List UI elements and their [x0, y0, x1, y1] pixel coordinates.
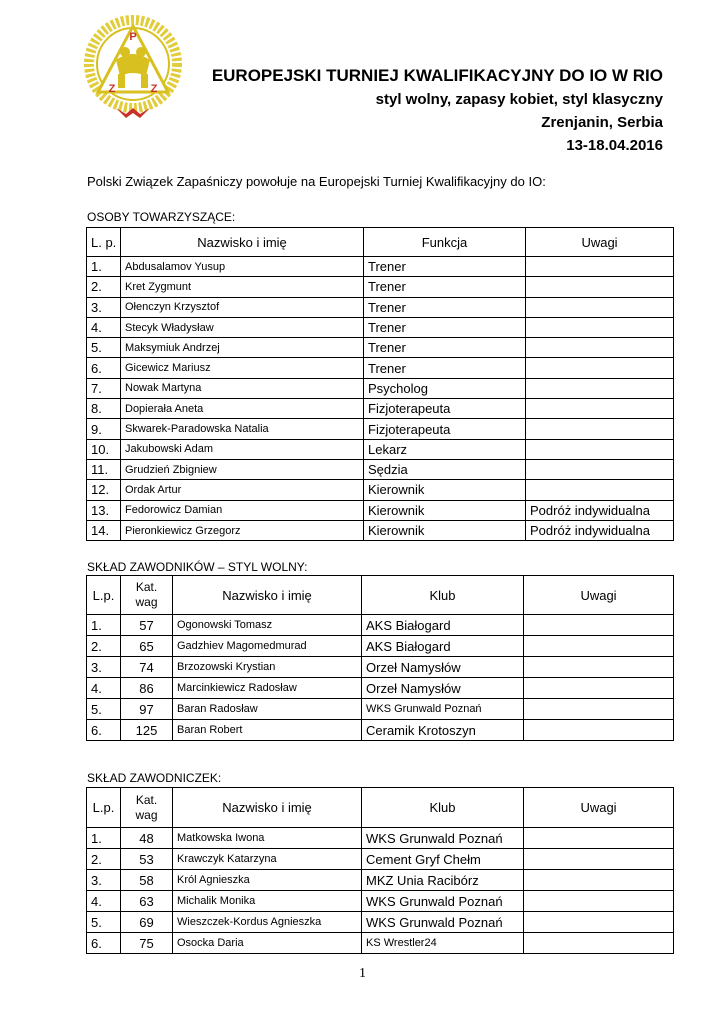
person-name: Pieronkiewicz Grzegorz	[121, 520, 364, 540]
athlete-club: AKS Białogard	[362, 615, 524, 636]
weight-category: 86	[121, 678, 173, 699]
staff-row	[87, 439, 674, 459]
athlete-note	[524, 678, 674, 699]
staff-row	[87, 277, 674, 297]
athlete-club: WKS Grunwald Poznań	[362, 891, 524, 912]
person-note: Podróż indywidualna	[526, 520, 674, 540]
weight-category: 75	[121, 933, 173, 954]
staff-header-row	[87, 228, 674, 257]
athlete-note	[524, 912, 674, 933]
person-name: Maksymiuk Andrzej	[121, 338, 364, 358]
cat-line-1: Kat.	[135, 580, 158, 594]
person-role: Trener	[364, 338, 526, 358]
row-number: 5.	[87, 912, 121, 933]
row-number: 11.	[87, 459, 121, 479]
intro-text: Polski Związek Zapaśniczy powołuje na Europejski Turniej Kwalifikacyjny do IO:	[87, 174, 546, 189]
row-number: 3.	[87, 297, 121, 317]
athlete-note	[524, 720, 674, 741]
row-number: 1.	[87, 615, 121, 636]
staff-table	[86, 227, 674, 541]
athlete-name: Brzozowski Krystian	[173, 657, 362, 678]
row-number: 2.	[87, 277, 121, 297]
row-number: 4.	[87, 891, 121, 912]
person-note	[526, 277, 674, 297]
athlete-note	[524, 699, 674, 720]
person-name: Ołenczyn Krzysztof	[121, 297, 364, 317]
athlete-name: Król Agnieszka	[173, 870, 362, 891]
athlete-row	[87, 615, 674, 636]
freestyle-section-title: SKŁAD ZAWODNIKÓW – STYL WOLNY:	[87, 560, 308, 574]
athlete-row	[87, 720, 674, 741]
athlete-name: Marcinkiewicz Radosław	[173, 678, 362, 699]
person-role: Trener	[364, 317, 526, 337]
person-note	[526, 338, 674, 358]
person-name: Stecyk Władysław	[121, 317, 364, 337]
person-note	[526, 317, 674, 337]
person-name: Abdusalamov Yusup	[121, 257, 364, 277]
weight-category: 57	[121, 615, 173, 636]
athlete-note	[524, 828, 674, 849]
person-name: Fedorowicz Damian	[121, 500, 364, 520]
women-table	[86, 787, 674, 954]
row-number: 5.	[87, 338, 121, 358]
col-header-notes: Uwagi	[524, 576, 674, 615]
col-header-notes: Uwagi	[526, 228, 674, 257]
logo-letter-z2: Z	[150, 83, 158, 95]
col-header-name: Nazwisko i imię	[121, 228, 364, 257]
col-header-club: Klub	[362, 576, 524, 615]
person-name: Grudzień Zbigniew	[121, 459, 364, 479]
person-name: Nowak Martyna	[121, 378, 364, 398]
women-header-row	[87, 788, 674, 828]
weight-category: 65	[121, 636, 173, 657]
athlete-name: Baran Robert	[173, 720, 362, 741]
person-note	[526, 480, 674, 500]
staff-row	[87, 500, 674, 520]
freestyle-table	[86, 575, 674, 741]
athlete-club: MKZ Unia Racibórz	[362, 870, 524, 891]
athlete-row	[87, 699, 674, 720]
person-note	[526, 297, 674, 317]
person-role: Trener	[364, 358, 526, 378]
staff-row	[87, 399, 674, 419]
person-note	[526, 439, 674, 459]
athlete-note	[524, 636, 674, 657]
event-dates: 13-18.04.2016	[566, 137, 663, 154]
athlete-row	[87, 849, 674, 870]
staff-row	[87, 480, 674, 500]
women-section-title: SKŁAD ZAWODNICZEK:	[87, 771, 222, 785]
staff-row	[87, 459, 674, 479]
col-header-category	[121, 788, 173, 828]
athlete-note	[524, 891, 674, 912]
row-number: 6.	[87, 933, 121, 954]
row-number: 12.	[87, 480, 121, 500]
row-number: 5.	[87, 699, 121, 720]
athlete-club: Orzeł Namysłów	[362, 657, 524, 678]
person-role: Sędzia	[364, 459, 526, 479]
person-note	[526, 378, 674, 398]
col-header-name: Nazwisko i imię	[173, 576, 362, 615]
col-header-lp: L.p.	[87, 788, 121, 828]
athlete-name: Wieszczek-Kordus Agnieszka	[173, 912, 362, 933]
athlete-name: Krawczyk Katarzyna	[173, 849, 362, 870]
row-number: 2.	[87, 636, 121, 657]
person-role: Fizjoterapeuta	[364, 419, 526, 439]
athlete-name: Matkowska Iwona	[173, 828, 362, 849]
person-note	[526, 459, 674, 479]
row-number: 6.	[87, 358, 121, 378]
document-subtitle: styl wolny, zapasy kobiet, styl klasyczny	[375, 91, 663, 108]
pzz-logo	[80, 14, 186, 122]
athlete-row	[87, 828, 674, 849]
athlete-club: WKS Grunwald Poznań	[362, 828, 524, 849]
row-number: 9.	[87, 419, 121, 439]
weight-category: 63	[121, 891, 173, 912]
athlete-row	[87, 678, 674, 699]
athlete-note	[524, 615, 674, 636]
cat-line-2: wag	[135, 807, 158, 822]
person-note	[526, 358, 674, 378]
event-location: Zrenjanin, Serbia	[541, 114, 663, 131]
athlete-row	[87, 912, 674, 933]
title-block	[212, 64, 663, 157]
athlete-club: WKS Grunwald Poznań	[362, 912, 524, 933]
staff-row	[87, 520, 674, 540]
document-title: EUROPEJSKI TURNIEJ KWALIFIKACYJNY DO IO W RIO	[211, 66, 663, 85]
person-role: Trener	[364, 297, 526, 317]
page-number: 1	[359, 966, 366, 981]
row-number: 1.	[87, 257, 121, 277]
weight-category: 74	[121, 657, 173, 678]
person-name: Gicewicz Mariusz	[121, 358, 364, 378]
athlete-club: Orzeł Namysłów	[362, 678, 524, 699]
row-number: 1.	[87, 828, 121, 849]
person-name: Skwarek-Paradowska Natalia	[121, 419, 364, 439]
col-header-name: Nazwisko i imię	[173, 788, 362, 828]
person-role: Kierownik	[364, 480, 526, 500]
logo-letter-p: P	[129, 31, 137, 43]
athlete-name: Osocka Daria	[173, 933, 362, 954]
athlete-row	[87, 657, 674, 678]
athlete-club: Ceramik Krotoszyn	[362, 720, 524, 741]
cat-line-2: wag	[135, 595, 158, 609]
col-header-club: Klub	[362, 788, 524, 828]
person-name: Jakubowski Adam	[121, 439, 364, 459]
row-number: 14.	[87, 520, 121, 540]
staff-row	[87, 338, 674, 358]
athlete-note	[524, 933, 674, 954]
row-number: 7.	[87, 378, 121, 398]
col-header-category	[121, 576, 173, 615]
staff-row	[87, 419, 674, 439]
athlete-club: KS Wrestler24	[362, 933, 524, 954]
weight-category: 125	[121, 720, 173, 741]
row-number: 4.	[87, 317, 121, 337]
athlete-note	[524, 870, 674, 891]
person-note	[526, 257, 674, 277]
athlete-name: Michalik Monika	[173, 891, 362, 912]
weight-category: 58	[121, 870, 173, 891]
person-role: Trener	[364, 277, 526, 297]
athlete-name: Gadzhiev Magomedmurad	[173, 636, 362, 657]
athlete-row	[87, 891, 674, 912]
person-note	[526, 399, 674, 419]
weight-category: 69	[121, 912, 173, 933]
weight-category: 97	[121, 699, 173, 720]
athlete-name: Baran Radosław	[173, 699, 362, 720]
person-note	[526, 419, 674, 439]
freestyle-header-row	[87, 576, 674, 615]
athlete-row	[87, 870, 674, 891]
person-role: Kierownik	[364, 520, 526, 540]
cat-line-1: Kat.	[135, 792, 158, 807]
person-name: Ordak Artur	[121, 480, 364, 500]
row-number: 6.	[87, 720, 121, 741]
row-number: 13.	[87, 500, 121, 520]
athlete-name: Ogonowski Tomasz	[173, 615, 362, 636]
athlete-club: Cement Gryf Chełm	[362, 849, 524, 870]
staff-row	[87, 297, 674, 317]
staff-row	[87, 257, 674, 277]
person-role: Psycholog	[364, 378, 526, 398]
staff-row	[87, 317, 674, 337]
person-role: Lekarz	[364, 439, 526, 459]
col-header-lp: L. p.	[87, 228, 121, 257]
row-number: 3.	[87, 870, 121, 891]
row-number: 2.	[87, 849, 121, 870]
staff-row	[87, 378, 674, 398]
weight-category: 48	[121, 828, 173, 849]
person-role: Kierownik	[364, 500, 526, 520]
athlete-club: WKS Grunwald Poznań	[362, 699, 524, 720]
athlete-note	[524, 849, 674, 870]
col-header-role: Funkcja	[364, 228, 526, 257]
person-name: Dopierała Aneta	[121, 399, 364, 419]
logo-letter-z1: Z	[108, 83, 116, 95]
athlete-row	[87, 933, 674, 954]
athlete-club: AKS Białogard	[362, 636, 524, 657]
weight-category: 53	[121, 849, 173, 870]
row-number: 8.	[87, 399, 121, 419]
athlete-note	[524, 657, 674, 678]
person-name: Kret Zygmunt	[121, 277, 364, 297]
col-header-lp: L.p.	[87, 576, 121, 615]
row-number: 10.	[87, 439, 121, 459]
person-role: Trener	[364, 257, 526, 277]
row-number: 3.	[87, 657, 121, 678]
row-number: 4.	[87, 678, 121, 699]
athlete-row	[87, 636, 674, 657]
staff-section-title: OSOBY TOWARZYSZĄCE:	[87, 210, 236, 224]
person-role: Fizjoterapeuta	[364, 399, 526, 419]
col-header-notes: Uwagi	[524, 788, 674, 828]
person-note: Podróż indywidualna	[526, 500, 674, 520]
staff-row	[87, 358, 674, 378]
